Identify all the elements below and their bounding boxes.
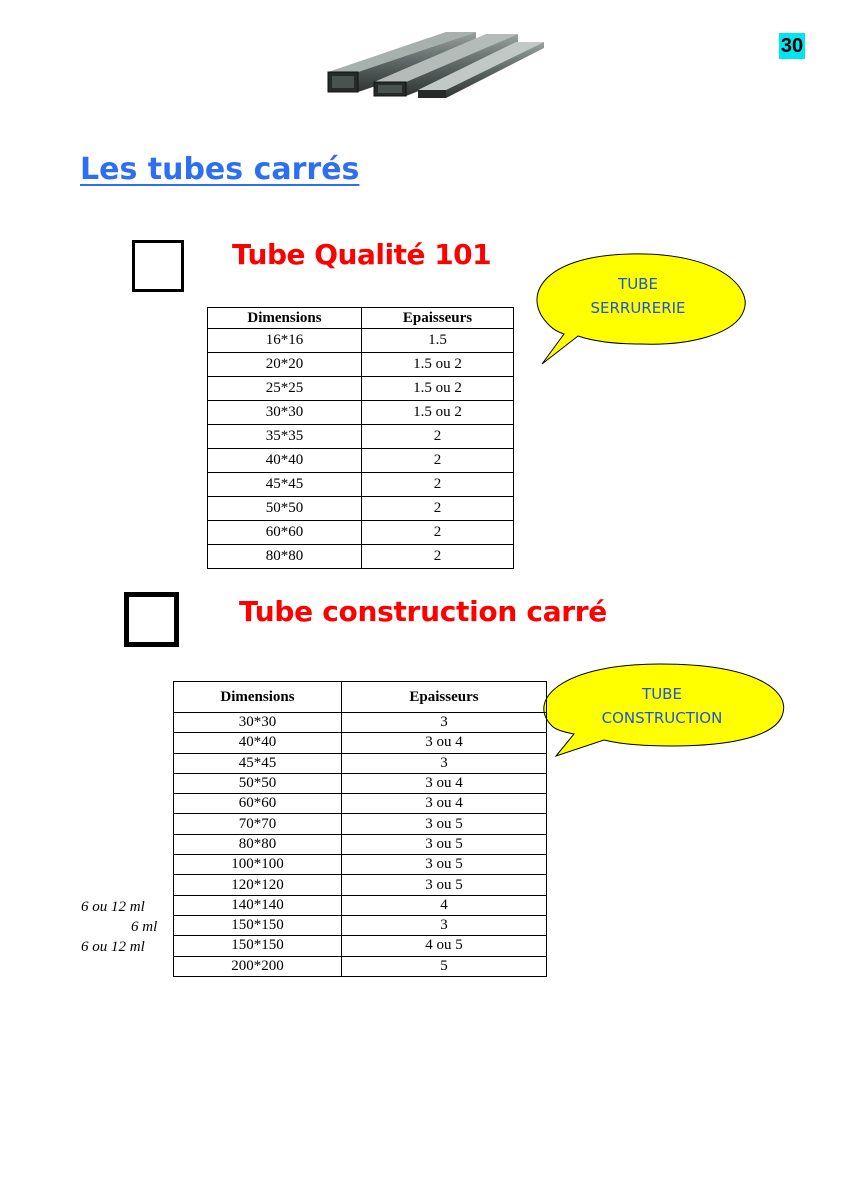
length-note: 6 ml [131,919,158,935]
section1-title: Tube Qualité 101 [232,238,492,271]
table-header-epaisseurs: Epaisseurs [362,308,514,329]
dimension-cell: 150*150 [174,915,342,935]
thickness-cell: 1.5 [362,329,514,353]
page-number-badge: 30 [780,35,804,57]
dimension-cell: 40*40 [174,733,342,753]
table-row [174,956,547,976]
dimension-cell: 140*140 [174,895,342,915]
dimension-cell: 80*80 [174,834,342,854]
dimension-cell: 16*16 [208,329,362,353]
table-row [174,794,547,814]
table-header-dimensions: Dimensions [174,682,342,713]
section2-bubble-text [572,682,752,730]
length-note: 6 ou 12 ml [81,899,145,915]
section2-table-body [174,713,547,977]
dimension-cell: 20*20 [208,353,362,377]
thickness-cell: 2 [362,545,514,569]
dimension-cell: 35*35 [208,425,362,449]
thickness-cell: 3 ou 5 [342,814,547,834]
thickness-cell: 3 ou 5 [342,834,547,854]
length-note: 6 ou 12 ml [81,939,145,955]
table-row [208,497,514,521]
dimension-cell: 80*80 [208,545,362,569]
section1-table [207,307,514,569]
dimension-cell: 100*100 [174,855,342,875]
table-header-epaisseurs: Epaisseurs [342,682,547,713]
table-row [174,773,547,793]
square-tubes-illustration [326,28,546,100]
table-row [174,875,547,895]
table-row [208,521,514,545]
table-row [174,936,547,956]
table-header-dimensions: Dimensions [208,308,362,329]
table-row [174,713,547,733]
dimension-cell: 60*60 [174,794,342,814]
thickness-cell: 3 ou 5 [342,875,547,895]
table-row [174,895,547,915]
dimension-cell: 40*40 [208,449,362,473]
section2-bubble-line1: TUBE [642,685,682,703]
thickness-cell: 3 ou 4 [342,733,547,753]
thickness-cell: 2 [362,425,514,449]
dimension-cell: 200*200 [174,956,342,976]
table-row [174,814,547,834]
dimension-cell: 25*25 [208,377,362,401]
thickness-cell: 2 [362,449,514,473]
table-row [174,834,547,854]
section2-checkbox[interactable] [124,592,179,647]
thickness-cell: 3 [342,915,547,935]
table-row [208,449,514,473]
page-title: Les tubes carrés [80,152,360,187]
dimension-cell: 45*45 [208,473,362,497]
section1-bubble-line1: TUBE [618,275,658,293]
section2-bubble-line2: CONSTRUCTION [601,709,723,727]
thickness-cell: 2 [362,473,514,497]
thickness-cell: 1.5 ou 2 [362,353,514,377]
table-row [208,329,514,353]
dimension-cell: 50*50 [174,773,342,793]
section1-bubble-line2: SERRURERIE [590,299,686,317]
thickness-cell: 4 ou 5 [342,936,547,956]
dimension-cell: 60*60 [208,521,362,545]
dimension-cell: 70*70 [174,814,342,834]
thickness-cell: 4 [342,895,547,915]
section1-table-body [208,329,514,569]
section2-table [173,681,547,977]
table-row [208,377,514,401]
dimension-cell: 30*30 [208,401,362,425]
dimension-cell: 45*45 [174,753,342,773]
table-row [174,855,547,875]
dimension-cell: 150*150 [174,936,342,956]
section1-bubble-text [560,272,716,320]
thickness-cell: 3 ou 5 [342,855,547,875]
thickness-cell: 3 [342,713,547,733]
thickness-cell: 5 [342,956,547,976]
dimension-cell: 120*120 [174,875,342,895]
dimension-cell: 30*30 [174,713,342,733]
thickness-cell: 3 ou 4 [342,794,547,814]
thickness-cell: 1.5 ou 2 [362,401,514,425]
table-row [208,425,514,449]
thickness-cell: 1.5 ou 2 [362,377,514,401]
table-row [174,733,547,753]
thickness-cell: 3 [342,753,547,773]
thickness-cell: 2 [362,521,514,545]
table-row [174,915,547,935]
table-row [208,545,514,569]
dimension-cell: 50*50 [208,497,362,521]
table-row [208,473,514,497]
table-row [208,401,514,425]
thickness-cell: 3 ou 4 [342,773,547,793]
thickness-cell: 2 [362,497,514,521]
table-row [174,753,547,773]
table-row [208,353,514,377]
section1-checkbox[interactable] [132,240,184,292]
section2-title: Tube construction carré [239,595,607,628]
